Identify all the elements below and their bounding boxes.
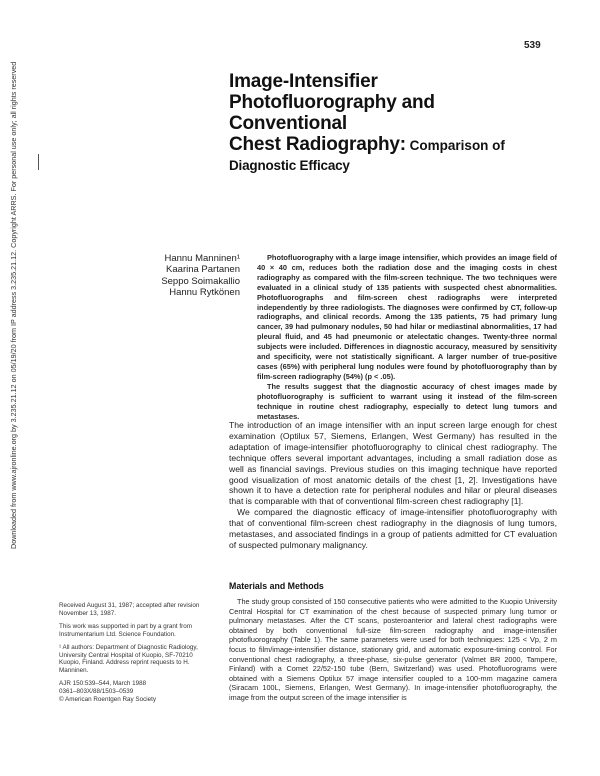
author-list bbox=[120, 253, 240, 298]
download-notice: Downloaded from www.ajronline.org by 3.235.21.12 on 05/19/20 from IP address 3.235.21.12. Copyright ARRS. For personal use only; all rights reserved bbox=[9, 61, 18, 549]
article-title bbox=[229, 71, 569, 175]
abstract-paragraph: The results suggest that the diagnostic accuracy of chest images made by photofluorography is sufficient to warrant using it instead of the film-screen technique in routine chest radiography, especially to detect lung tumors and metastases. bbox=[257, 381, 557, 421]
page-number: 539 bbox=[524, 40, 541, 51]
copyright: © American Roentgen Ray Society bbox=[59, 696, 157, 704]
body-paragraph: We compared the diagnostic efficacy of image-intensifier photofluorography with that of conventional film-screen chest radiography in the diagnosis of lung tumors, metastases, and associated findings in a group of patients admitted for CT evaluation of suspected pulmonary malignancy. bbox=[229, 507, 557, 550]
abstract-paragraph: Photofluorography with a large image intensifier, which provides an image field of 40 × 40 cm, reduces both the radiation dose and the imaging costs in chest radiography as compared with the film-screen technique. The two techniques were evaluated in a clinical study of 135 patients with suspected chest abnormalities. Photofluorographs and film-screen chest radiographs were interpreted independently by three radiologists. The diagnoses were confirmed by CT, follow-up radiographs, and clinical records. Among the 135 patients, 75 had primary lung cancer, 39 had pulmonary nodules, 50 had hilar or mediastinal abnormalities, 17 had pleural fluid, and 45 had pneumonic or atelectatic changes. Twenty-three normal subjects were included. Differences in diagnostic accuracy, measured by sensitivity and specificity, were not statistically significant. A larger number of true-positive cases (65%) with peripheral lung nodules were found by photofluorography than by film-screen radiography (54%) (p < .05). bbox=[257, 253, 557, 381]
title-subtitle-part: Comparison of bbox=[405, 138, 505, 153]
title-line-2: Photofluorography and bbox=[229, 92, 435, 113]
support-note: This work was supported in part by a grant from Instrumentarium Ltd. Science Foundation. bbox=[59, 622, 192, 638]
title-line-4 bbox=[229, 134, 569, 156]
journal-citation: AJR 150:539–544, March 1988 bbox=[59, 680, 147, 688]
author-name: Kaarina Partanen bbox=[166, 264, 240, 276]
margin-mark bbox=[38, 154, 39, 170]
footnotes bbox=[59, 602, 209, 704]
section-heading: Materials and Methods bbox=[229, 581, 324, 591]
title-line-1: Image-Intensifier bbox=[229, 71, 378, 92]
methods-section bbox=[229, 597, 557, 703]
body-paragraph: The study group consisted of 150 consecutive patients who were admitted to the Kuopio University Central Hospital for CT examination of the chest because of suspected primary lung tumor or pulmonary metastases. After the CT scans, posteroanterior and lateral chest radiographs were obtained by both conventional full-size film-screen radiography and image-intensifier photofluorography (Table 1). The same parameters were used for both techniques: 125 < Vp, 2 m focus to film/image-intensifier distance, stationary grid, and automatic exposure-timing control. For conventional chest radiography, a three-phase, six-pulse generator (Valmet BR 2000, Tampere, Finland) with a Comet 22/52-150 tube (Bern, Switzerland) was used. Photofluorograms were obtained with a Siemens Optilux 57 image intensifier coupled to a 100-mm magazine camera (Siracam 100L, Siemens, Erlangen, West Germany). In image-intensifier photofluorography, the image from the output screen of the image intensifier is bbox=[229, 597, 557, 702]
affiliation-note: ¹ All authors: Department of Diagnostic Radiology, University Central Hospital of Kuopio, SF-70210 Kuopio, Finland. Address reprint requests to H. Manninen. bbox=[59, 643, 198, 675]
author-name: Seppo Soimakallio bbox=[161, 275, 240, 287]
received-note: Received August 31, 1987; accepted after revision November 13, 1987. bbox=[59, 602, 200, 617]
title-line-3: Conventional bbox=[229, 113, 347, 134]
issn: 0361–803X/88/1503–0539 bbox=[59, 688, 134, 696]
body-paragraph: The introduction of an image intensifier with an input screen large enough for chest examination (Optilux 57, Siemens, Erlangen, West Germany) has resulted in the adaptation of image-intensifier photofluorography to clinical chest radiography. The technique offers several important advantages, including a small radiation dose as well as financial savings. Previous studies on this imaging technique have reported good visualization of most anatomic details of the chest [1, 2]. Investigations have shown it to have a detection rate for peripheral nodules and hilar or pleural diseases that is comparable with that of conventional film-screen chest radiography [1]. bbox=[229, 420, 557, 507]
abstract bbox=[257, 253, 557, 421]
title-line-5: Diagnostic Efficacy bbox=[229, 158, 350, 173]
title-main-part: Chest Radiography: bbox=[229, 134, 406, 155]
introduction bbox=[229, 420, 557, 551]
author-name: Hannu Rytkönen bbox=[169, 286, 240, 298]
author-name: Hannu Manninen¹ bbox=[164, 253, 240, 264]
